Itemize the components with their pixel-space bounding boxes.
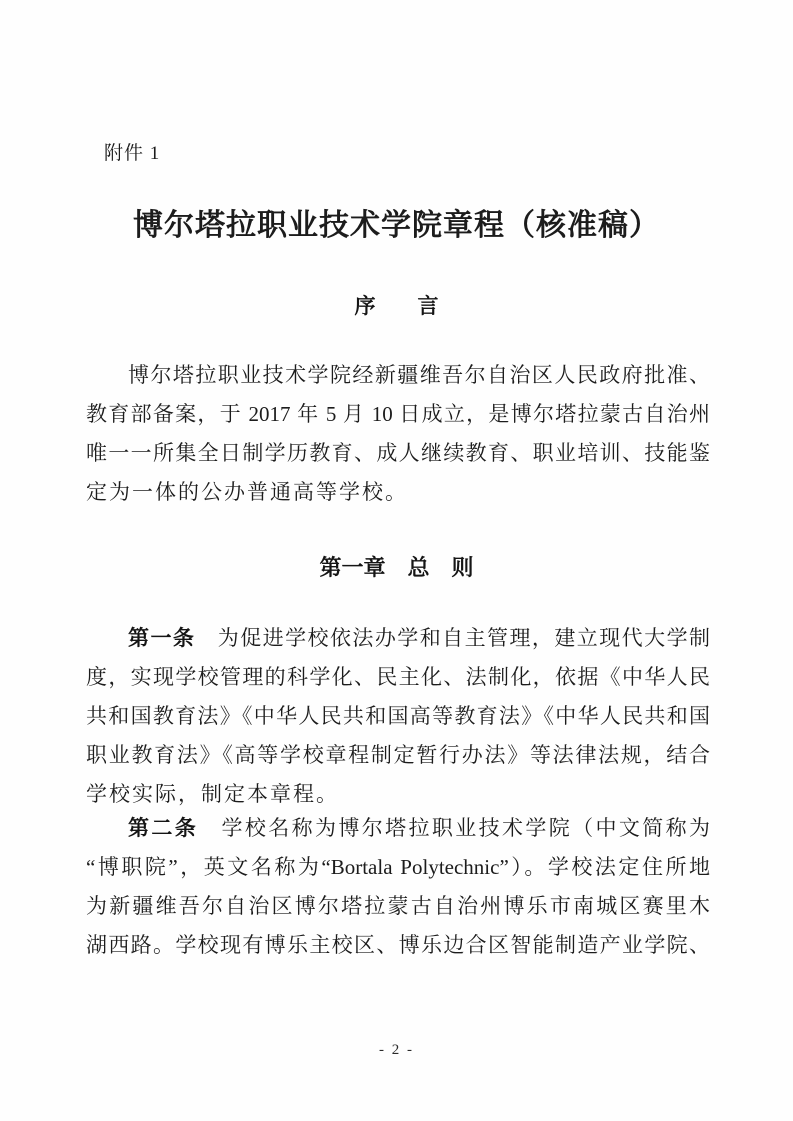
text-line: 职业教育法》《高等学校章程制定暂行办法》等法律法规，结合 bbox=[86, 743, 710, 767]
preface-paragraph bbox=[86, 356, 710, 512]
text-line: 湖西路。学校现有博乐主校区、博乐边合区智能制造产业学院、 bbox=[86, 933, 710, 957]
text-line: “博职院”，英文名称为“Bortala Polytechnic”）。学校法定住所地 bbox=[86, 855, 710, 879]
preface-heading: 序 言 bbox=[354, 295, 439, 318]
text-line: 为新疆维吾尔自治区博尔塔拉蒙古自治州博乐市南城区赛里木 bbox=[86, 894, 710, 918]
text-line: 共和国教育法》《中华人民共和国高等教育法》《中华人民共和国 bbox=[86, 704, 710, 728]
chapter-heading: 第一章 总 则 bbox=[319, 555, 474, 580]
page-number: - 2 - bbox=[379, 1042, 414, 1058]
text-line: 教育部备案，于 2017 年 5 月 10 日成立，是博尔塔拉蒙古自治州 bbox=[86, 402, 710, 426]
text-line: 唯一一所集全日制学历教育、成人继续教育、职业培训、技能鉴 bbox=[86, 441, 710, 465]
article-2-number: 第二条 bbox=[128, 817, 199, 840]
attachment-label: 附件 1 bbox=[104, 143, 161, 164]
text-run: 学校名称为博尔塔拉职业技术学院（中文简称为 bbox=[198, 816, 710, 840]
text-line bbox=[86, 809, 710, 848]
text-line: 定为一体的公办普通高等学校。 bbox=[86, 480, 408, 504]
article-2-paragraph bbox=[86, 809, 710, 965]
article-1-number: 第一条 bbox=[128, 627, 196, 650]
text-line: 度，实现学校管理的科学化、民主化、法制化，依据《中华人民 bbox=[86, 665, 710, 689]
article-1-paragraph bbox=[86, 619, 710, 814]
text-run: 为促进学校依法办学和自主管理，建立现代大学制 bbox=[195, 626, 711, 650]
text-line: 博尔塔拉职业技术学院经新疆维吾尔自治区人民政府批准、 bbox=[128, 363, 710, 387]
text-line: 学校实际，制定本章程。 bbox=[86, 782, 339, 806]
document-title: 博尔塔拉职业技术学院章程（核准稿） bbox=[133, 209, 660, 242]
text-line bbox=[86, 619, 710, 658]
